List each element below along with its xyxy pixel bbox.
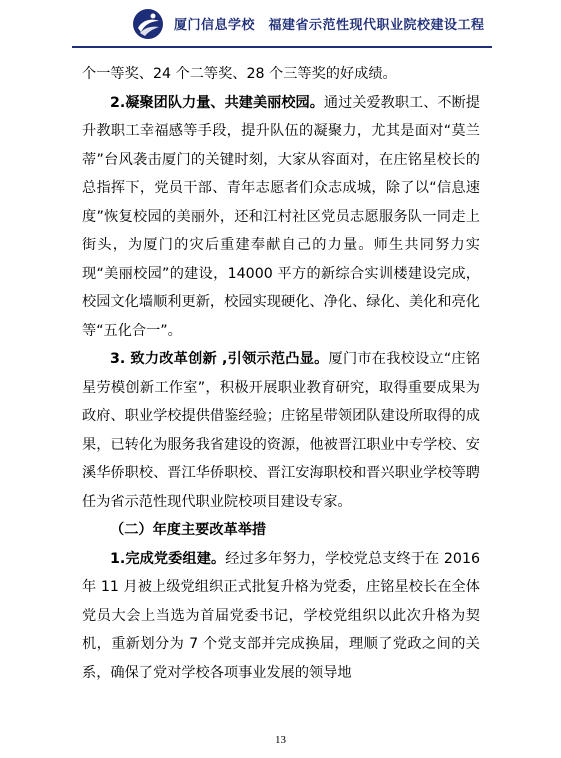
page-header: [0, 0, 561, 50]
paragraph-continuation: [82, 60, 480, 89]
paragraph-lead: 3. 致力改革创新 ,引领示范凸显。: [110, 351, 329, 367]
paragraph-lead: 1.完成党委组建。: [110, 550, 226, 567]
school-logo-icon: [132, 8, 164, 40]
paragraph-text: 个一等奖、24 个二等奖、28 个三等奖的好成绩。: [82, 66, 397, 82]
paragraph-reform-innovation: [82, 345, 480, 516]
section-heading: [82, 516, 480, 545]
section-heading-text: （二）年度主要改革举措: [110, 522, 267, 538]
paragraph-team-cohesion: [82, 89, 480, 346]
header-divider: [72, 46, 492, 48]
page-number: 13: [275, 734, 286, 746]
paragraph-text: 经过多年努力，学校党总支终于在 2016 年 11 月被上级党组织正式批复升格为党委，庄铭星校长在全体党员大会上当选为首届党委书记，学校党组织以此次升格为契机，重新划分为 7 个党支部并完成换届，理顺了党政之间的关系，确保了党对学校各项事业发展的领导地: [82, 550, 481, 681]
paragraph-lead: 2.凝聚团队力量、共建美丽校园。: [110, 94, 324, 111]
document-body: [82, 60, 480, 687]
paragraph-text: 厦门市在我校设立“庄铭星劳模创新工作室”，积极开展职业教育研究，取得重要成果为政府、职业学校提供借鉴经验；庄铭星带领团队建设所取得的成果，已转化为服务我省建设的资源，他被晋江职业中专学校、安溪华侨职校、晋江华侨职校、晋江安海职校和晋兴职业学校等聘任为省示范性现代职业院校项目建设专家。: [82, 351, 481, 510]
paragraph-party-committee: [82, 545, 480, 688]
paragraph-text: 通过关爱教职工、不断提升教职工幸福感等手段，提升队伍的凝聚力，尤其是面对“莫兰蒂”台风袭击厦门的关键时刻，大家从容面对，在庄铭星校长的总指挥下，党员干部、青年志愿者们众志成城，除了以“信息速度”恢复校园的美丽外，还和江村社区党员志愿服务队一同走上街头，为厦门的灾后重建奉献自己的力量。师生共同努力实现“美丽校园”的建设，14000 平方的新综合实训楼建设完成，校园文化墙顺利更新，校园实现硬化、净化、绿化、美化和亮化等“五化合一”。: [82, 94, 480, 339]
header-title: 厦门信息学校 福建省示范性现代职业院校建设工程: [174, 18, 485, 33]
